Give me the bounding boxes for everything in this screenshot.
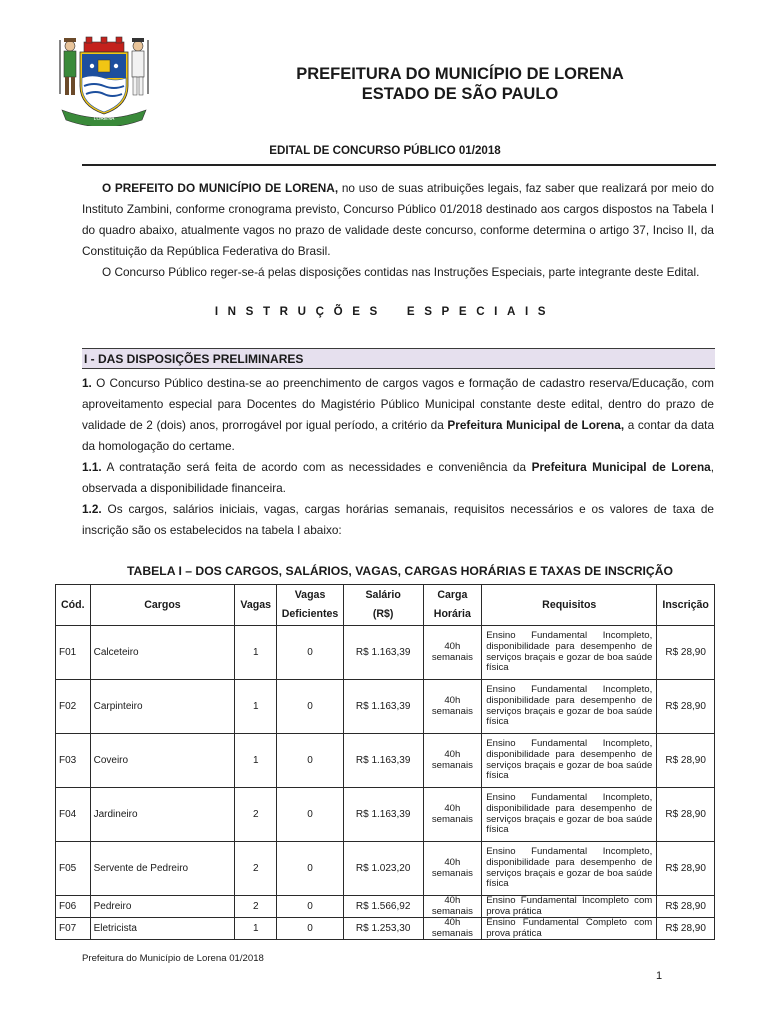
cell-requisitos: Ensino Fundamental Completo com prova prática [482, 918, 657, 940]
cell-carga: 40h semanais [423, 918, 482, 940]
header-title-line2: ESTADO DE SÃO PAULO [361, 85, 559, 103]
col-header-requisitos: Requisitos [482, 585, 657, 626]
cell-requisitos: Ensino Fundamental Incompleto, disponibilidade para desempenho de serviços braçais e gozar de boa saúde física [482, 788, 657, 842]
cell-requisitos: Ensino Fundamental Incompleto, disponibilidade para desempenho de serviços braçais e gozar de boa saúde física [482, 842, 657, 896]
table-row [56, 788, 715, 842]
cell-inscricao: R$ 28,90 [657, 680, 715, 734]
cell-vagas-deficientes: 0 [277, 680, 344, 734]
cell-carga: 40h semanais [423, 734, 482, 788]
cell-cargo: Coveiro [90, 734, 235, 788]
item-1-1-bold: Prefeitura Municipal de Lorena [531, 460, 711, 474]
cell-salario: R$ 1.253,30 [343, 918, 423, 940]
col-header-cod: Cód. [56, 585, 91, 626]
cell-cod: F04 [56, 788, 91, 842]
section-item-1-1: 1.1. A contratação será feita de acordo com as necessidades e conveniência da Prefeitura Municipal de Lorena, observada a disponibilidade financeira. [82, 460, 714, 495]
cell-requisitos: Ensino Fundamental Incompleto com prova prática [482, 896, 657, 918]
intro-paragraph-2: O Concurso Público reger-se-á pelas disposições contidas nas Instruções Especiais, parte integrante deste Edital. [102, 265, 700, 279]
cell-cod: F06 [56, 896, 91, 918]
cell-carga: 40h semanais [423, 896, 482, 918]
title-divider [82, 164, 716, 166]
cell-cod: F07 [56, 918, 91, 940]
cell-cod: F05 [56, 842, 91, 896]
cell-cargo: Eletricista [90, 918, 235, 940]
cell-vagas-deficientes: 0 [277, 788, 344, 842]
cell-requisitos: Ensino Fundamental Incompleto, disponibilidade para desempenho de serviços braçais e gozar de boa saúde física [482, 626, 657, 680]
positions-table [55, 584, 715, 940]
cell-inscricao: R$ 28,90 [657, 918, 715, 940]
page-footer: Prefeitura do Município de Lorena 01/2018 [82, 953, 264, 964]
item-1-2-number: 1.2. [82, 502, 102, 516]
mural-crown [84, 37, 124, 52]
cell-vagas: 1 [235, 680, 277, 734]
instructions-heading [0, 305, 770, 318]
cell-salario: R$ 1.163,39 [343, 788, 423, 842]
table-row [56, 680, 715, 734]
intro-paragraph-1 [82, 178, 714, 262]
cell-cargo: Carpinteiro [90, 680, 235, 734]
intro-text: no uso de suas atribuições legais, faz saber que realizará por meio do Instituto Zambini, conforme cronograma previsto, Concurso Público 01/2018 destinado aos cargos dispostos na Tabela I do quadro abaixo, atualmente vagos no prazo de validade deste concurso, conforme determina o artigo 37, Inciso II, da Constituição da República Federativa do Brasil. [82, 181, 714, 258]
instructions-word-1: INSTRUÇÕES [214, 305, 387, 318]
cell-salario: R$ 1.566,92 [343, 896, 423, 918]
cell-vagas-deficientes: 0 [277, 626, 344, 680]
cell-cargo: Calceteiro [90, 626, 235, 680]
item-1-1-number: 1.1. [82, 460, 102, 474]
cell-inscricao: R$ 28,90 [657, 896, 715, 918]
cell-vagas-deficientes: 0 [277, 896, 344, 918]
cell-inscricao: R$ 28,90 [657, 626, 715, 680]
intro-bold-lead: O PREFEITO DO MUNICÍPIO DE LORENA, [102, 181, 339, 195]
cell-salario: R$ 1.163,39 [343, 680, 423, 734]
header-title-line1: PREFEITURA DO MUNICÍPIO DE LORENA [296, 65, 624, 83]
cell-cod: F01 [56, 626, 91, 680]
cell-cargo: Jardineiro [90, 788, 235, 842]
section-item-1-2: 1.2. Os cargos, salários iniciais, vagas, cargas horárias semanais, requisitos necessários e os valores de taxa de inscrição são os estabelecidos na tabela I abaixo: [82, 502, 714, 537]
col-header-cargos: Cargos [90, 585, 235, 626]
motto-text: LORENA [93, 116, 115, 122]
cell-cargo: Pedreiro [90, 896, 235, 918]
cell-carga: 40h semanais [423, 680, 482, 734]
col-header-inscricao: Inscrição [657, 585, 715, 626]
cell-vagas: 1 [235, 918, 277, 940]
cell-inscricao: R$ 28,90 [657, 788, 715, 842]
cell-salario: R$ 1.163,39 [343, 626, 423, 680]
cell-requisitos: Ensino Fundamental Incompleto, disponibilidade para desempenho de serviços braçais e gozar de boa saúde física [482, 734, 657, 788]
left-supporter-figure [60, 38, 76, 95]
cell-vagas-deficientes: 0 [277, 842, 344, 896]
cell-salario: R$ 1.163,39 [343, 734, 423, 788]
table-row [56, 896, 715, 918]
col-header-vagas: Vagas [235, 585, 277, 626]
table-header-row [56, 585, 715, 626]
cell-inscricao: R$ 28,90 [657, 842, 715, 896]
cell-cod: F03 [56, 734, 91, 788]
section-heading: I - DAS DISPOSIÇÕES PRELIMINARES [82, 348, 715, 369]
instructions-word-2: ESPECIAIS [406, 305, 556, 318]
cell-inscricao: R$ 28,90 [657, 734, 715, 788]
col-header-salario: Salário (R$) [343, 585, 423, 626]
cell-vagas: 2 [235, 842, 277, 896]
cell-carga: 40h semanais [423, 842, 482, 896]
table-row [56, 842, 715, 896]
cell-carga: 40h semanais [423, 788, 482, 842]
item-1-bold: Prefeitura Municipal de Lorena, [447, 418, 625, 432]
cell-salario: R$ 1.023,20 [343, 842, 423, 896]
cell-cargo: Servente de Pedreiro [90, 842, 235, 896]
cell-vagas: 1 [235, 626, 277, 680]
cell-vagas-deficientes: 0 [277, 734, 344, 788]
coat-of-arms-logo [52, 34, 156, 126]
col-header-vagas-deficientes: Vagas Deficientes [277, 585, 344, 626]
cell-vagas: 1 [235, 734, 277, 788]
page-number: 1 [656, 970, 663, 982]
item-1-number: 1. [82, 376, 92, 390]
cell-carga: 40h semanais [423, 626, 482, 680]
table-row [56, 734, 715, 788]
cell-requisitos: Ensino Fundamental Incompleto, disponibilidade para desempenho de serviços braçais e gozar de boa saúde física [482, 680, 657, 734]
table-title: TABELA I – DOS CARGOS, SALÁRIOS, VAGAS, CARGAS HORÁRIAS E TAXAS DE INSCRIÇÃO [127, 564, 673, 578]
table-row [56, 918, 715, 940]
col-header-carga: Carga Horária [423, 585, 482, 626]
cell-vagas-deficientes: 0 [277, 918, 344, 940]
right-supporter-figure [132, 38, 148, 95]
table-row [56, 626, 715, 680]
section-item-1: 1. O Concurso Público destina-se ao preenchimento de cargos vagos e formação de cadastro reserva/Educação, com aproveitamento especial para Docentes do Magistério Público Municipal constante deste edital, dentro do prazo de validade de 2 (dois) anos, prorrogável por igual período, a critério da Prefeitura Municipal de Lorena, a contar da data da homologação do certame. [82, 376, 715, 453]
cell-vagas: 2 [235, 896, 277, 918]
cell-cod: F02 [56, 680, 91, 734]
cell-vagas: 2 [235, 788, 277, 842]
edital-title: EDITAL DE CONCURSO PÚBLICO 01/2018 [269, 144, 501, 157]
shield [80, 52, 128, 114]
